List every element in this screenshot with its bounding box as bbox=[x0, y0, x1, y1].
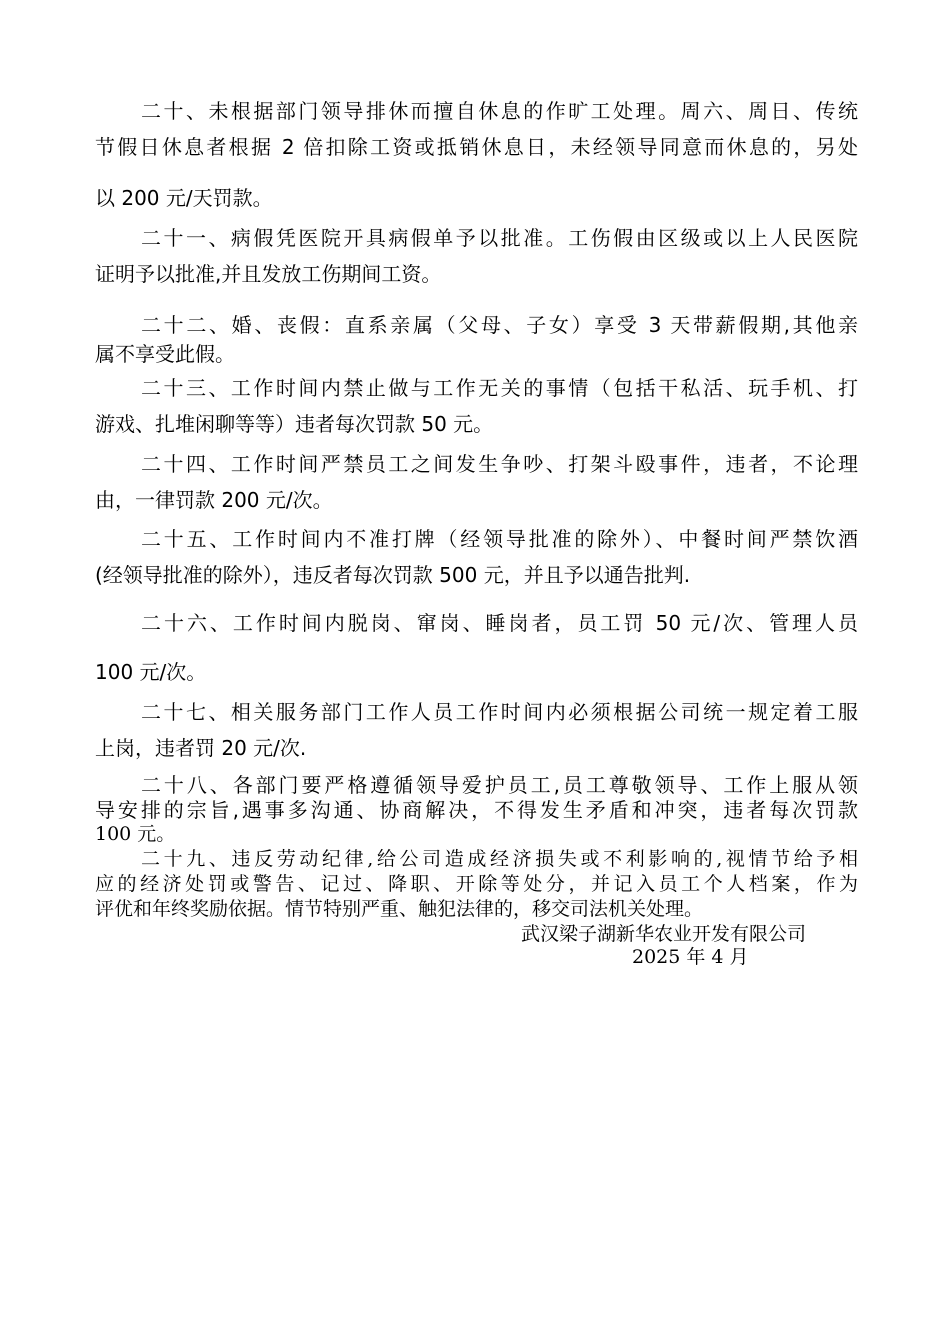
article-29-line-3: 评优和年终奖励依据。情节特别严重、触犯法律的，移交司法机关处理。 bbox=[95, 898, 704, 920]
article-28-line-2: 导安排的宗旨,遇事多沟通、协商解决，不得发生矛盾和冲突，违者每次罚款 bbox=[95, 798, 858, 822]
article-24-line-2: 由，一律罚款 200 元/次。 bbox=[95, 488, 333, 512]
article-25-line-2: (经领导批准的除外），违反者每次罚款 500 元，并且予以通告批判. bbox=[95, 563, 691, 587]
article-29-line-1: 二十九、违反劳动纪律,给公司造成经济损失或不利影响的,视情节给予相 bbox=[141, 848, 858, 870]
signature-date: 2025 年 4 月 bbox=[632, 946, 749, 968]
article-21-line-1: 二十一、病假凭医院开具病假单予以批准。工伤假由区级或以上人民医院 bbox=[141, 226, 858, 250]
article-27-line-1: 二十七、相关服务部门工作人员工作时间内必须根据公司统一规定着工服 bbox=[141, 700, 858, 724]
article-22-line-2: 属不享受此假。 bbox=[95, 342, 235, 366]
article-23-line-1: 二十三、工作时间内禁止做与工作无关的事情（包括干私活、玩手机、打 bbox=[141, 376, 858, 400]
article-20-line-3: 以 200 元/天罚款。 bbox=[95, 186, 273, 210]
article-21-line-2: 证明予以批准,并且发放工伤期间工资。 bbox=[95, 262, 442, 286]
article-24-line-1: 二十四、工作时间严禁员工之间发生争吵、打架斗殴事件，违者，不论理 bbox=[141, 452, 858, 476]
article-25-line-1: 二十五、工作时间内不准打牌（经领导批准的除外）、中餐时间严禁饮酒 bbox=[141, 527, 858, 551]
article-26-line-2: 100 元/次。 bbox=[95, 660, 207, 684]
article-20-line-2: 节假日休息者根据 2 倍扣除工资或抵销休息日，未经领导同意而休息的，另处 bbox=[95, 135, 858, 159]
article-28-line-1: 二十八、各部门要严格遵循领导爱护员工,员工尊敬领导、工作上服从领 bbox=[141, 773, 858, 797]
company-signature: 武汉梁子湖新华农业开发有限公司 bbox=[521, 923, 807, 945]
article-28-line-3: 100 元。 bbox=[95, 823, 176, 845]
article-29-line-2: 应的经济处罚或警告、记过、降职、开除等处分，并记入员工个人档案，作为 bbox=[95, 873, 858, 895]
article-20-line-1: 二十、未根据部门领导排休而擅自休息的作旷工处理。周六、周日、传统 bbox=[141, 99, 858, 123]
article-27-line-2: 上岗，违者罚 20 元/次. bbox=[95, 736, 307, 760]
article-22-line-1: 二十二、婚、丧假：直系亲属（父母、子女）享受 3 天带薪假期,其他亲 bbox=[141, 313, 858, 337]
article-23-line-2: 游戏、扎堆闲聊等等）违者每次罚款 50 元。 bbox=[95, 412, 494, 436]
article-26-line-1: 二十六、工作时间内脱岗、窜岗、睡岗者，员工罚 50 元/次、管理人员 bbox=[141, 611, 858, 635]
